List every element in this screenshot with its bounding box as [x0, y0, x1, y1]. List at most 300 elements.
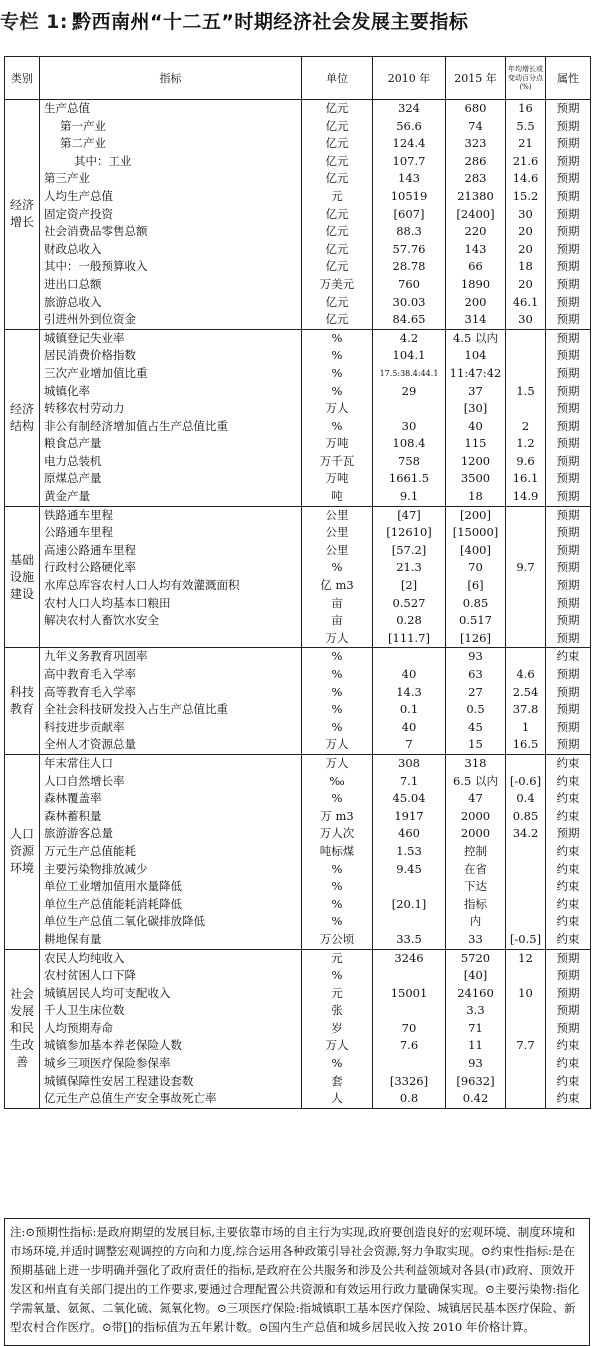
cell-value-2015: [126] [460, 630, 491, 645]
cell-value-2015: 115 [464, 436, 487, 451]
cell-value-2010: 15001 [390, 985, 428, 1000]
cell-growth [506, 577, 545, 595]
cell-growth [506, 1090, 545, 1108]
cell-growth: 16 [518, 101, 533, 115]
cell-value-2015: 2000 [460, 826, 491, 841]
cell-attribute: 预期 [556, 985, 580, 1000]
cell-growth: 9.7 [516, 560, 535, 575]
cell-attribute: 预期 [556, 525, 580, 540]
cell-indicator: 城镇居民人均可支配收入 [44, 985, 171, 1000]
cell-value-2015: 104 [464, 348, 487, 363]
cell-indicator: 高等教育毛入学率 [44, 684, 136, 699]
value-2015-stack [446, 950, 505, 1108]
column-indicator [40, 648, 302, 755]
cell-attribute: 约束 [556, 843, 580, 858]
cell-value-2010: 4.2 [399, 330, 419, 345]
section-category: 社会发展和民生改善 [5, 949, 40, 1108]
unit-stack [302, 100, 372, 329]
cell-growth [506, 878, 545, 896]
cell-growth [506, 861, 545, 879]
cell-value-2010: 9.45 [396, 861, 422, 876]
cell-attribute: 约束 [556, 755, 580, 770]
cell-attribute: 约束 [556, 931, 580, 946]
column-value-2010 [373, 506, 446, 648]
cell-indicator: 人均生产总值 [44, 188, 113, 203]
cell-unit: 亿元 [325, 206, 349, 221]
column-growth [506, 506, 546, 648]
cell-value-2015: [9632] [456, 1073, 495, 1088]
cell-value-2010: 3246 [394, 950, 424, 965]
cell-growth: 12 [518, 950, 533, 965]
cell-value-2010: 758 [398, 453, 420, 468]
cell-value-2010: 84.65 [392, 312, 426, 327]
cell-indicator: 主要污染物排放减少 [44, 861, 148, 876]
cell-attribute: 预期 [556, 136, 580, 151]
cell-value-2010: 28.78 [392, 259, 426, 274]
cell-indicator: 城镇化率 [44, 383, 90, 398]
cell-unit: 万吨 [325, 471, 349, 486]
cell-value-2010: [2] [400, 578, 418, 593]
cell-value-2015: [30] [463, 401, 488, 416]
cell-growth: 9.6 [516, 453, 535, 468]
header-attr: 属性 [546, 57, 591, 100]
column-unit [302, 506, 373, 648]
cell-growth: 46.1 [512, 294, 539, 309]
cell-attribute: 约束 [556, 1091, 580, 1106]
value-2010-stack [373, 330, 445, 506]
cell-attribute: 预期 [556, 630, 580, 645]
cell-value-2010: [47] [397, 507, 421, 522]
cell-value-2015: 70 [468, 560, 483, 575]
cell-attribute: 约束 [556, 914, 580, 929]
cell-growth [506, 365, 545, 383]
cell-value-2010: 57.76 [392, 241, 426, 256]
value-2015-stack [446, 100, 505, 329]
header-2015: 2015 年 [446, 57, 506, 100]
cell-attribute: 预期 [556, 401, 580, 416]
cell-attribute: 预期 [556, 312, 580, 327]
column-attribute [546, 648, 591, 755]
cell-growth: 21.6 [512, 153, 539, 168]
column-value-2010 [373, 949, 446, 1108]
column-value-2010 [373, 754, 446, 949]
cell-attribute: 预期 [556, 330, 580, 345]
cell-value-2015: 控制 [464, 843, 487, 858]
cell-value-2010: [57.2] [391, 542, 427, 557]
cell-indicator: 年末常住人口 [44, 755, 113, 770]
cell-unit: 套 [331, 1073, 343, 1088]
cell-attribute: 预期 [556, 1003, 580, 1018]
cell-growth: 18 [518, 259, 533, 274]
cell-unit: 亿元 [325, 312, 349, 327]
cell-attribute: 预期 [556, 507, 580, 522]
cell-indicator: 城镇登记失业率 [44, 330, 125, 345]
cell-value-2010: 107.7 [392, 153, 426, 168]
cell-attribute: 预期 [556, 613, 580, 628]
cell-growth: 0.85 [512, 808, 539, 823]
cell-value-2015: 在省 [464, 861, 487, 876]
cell-attribute: 预期 [556, 578, 580, 593]
column-attribute [546, 754, 591, 949]
cell-unit: 万人 [325, 1038, 349, 1053]
cell-attribute: 预期 [556, 542, 580, 557]
cell-indicator: 水库总库容农村人口人均有效灌溉面积 [44, 578, 240, 593]
cell-unit: 吨 [331, 489, 343, 504]
cell-value-2015: 2000 [460, 808, 491, 823]
column-attribute [546, 949, 591, 1108]
cell-indicator: 社会消费品零售总额 [44, 224, 148, 239]
growth-stack [506, 950, 545, 1108]
cell-value-2015: 40 [468, 418, 483, 433]
cell-attribute: 预期 [556, 101, 580, 115]
column-growth [506, 949, 546, 1108]
cell-attribute: 约束 [556, 1038, 580, 1053]
cell-growth: 16.1 [512, 471, 539, 486]
cell-indicator: 旅游总收入 [44, 294, 102, 309]
cell-value-2015: 45 [468, 719, 483, 734]
column-unit [302, 648, 373, 755]
cell-indicator: 万元生产总值能耗 [44, 843, 136, 858]
cell-growth: 0.4 [516, 791, 535, 806]
column-growth [506, 648, 546, 755]
cell-indicator: 粮食总产量 [44, 436, 102, 451]
cell-unit: % [331, 560, 343, 575]
cell-unit: 公里 [325, 542, 349, 557]
cell-value-2015: 15 [468, 737, 483, 752]
column-value-2010 [373, 100, 446, 330]
cell-value-2010: 124.4 [392, 136, 426, 151]
attribute-stack [546, 755, 590, 949]
section-row [5, 506, 591, 648]
cell-indicator: 第一产业 [60, 118, 106, 133]
cell-unit: 亩 [331, 613, 343, 628]
column-value-2010 [373, 648, 446, 755]
cell-attribute: 预期 [556, 188, 580, 203]
cell-growth [506, 648, 545, 666]
cell-value-2015: 143 [464, 241, 487, 256]
cell-value-2015: [400] [460, 542, 491, 557]
indicator-stack [40, 648, 301, 754]
cell-value-2010: [3326] [389, 1073, 429, 1088]
cell-indicator: 森林覆盖率 [44, 791, 102, 806]
growth-stack [506, 100, 545, 329]
column-indicator [40, 949, 302, 1108]
cell-value-2015: 指标 [464, 896, 487, 911]
section-category: 经济增长 [5, 100, 40, 330]
cell-unit: 万美元 [319, 276, 355, 291]
cell-indicator: 城乡三项医疗保险参保率 [44, 1056, 171, 1071]
cell-value-2010: 33.5 [396, 931, 422, 946]
cell-growth [506, 400, 545, 418]
cell-growth: 16.5 [512, 737, 539, 752]
table-body [5, 100, 591, 1109]
cell-attribute: 预期 [556, 719, 580, 734]
cell-growth [506, 630, 545, 648]
cell-growth [506, 330, 545, 348]
cell-value-2015: 314 [464, 312, 487, 327]
cell-value-2015: 18 [468, 489, 483, 504]
cell-attribute: 预期 [556, 206, 580, 221]
cell-unit: 亿元 [325, 153, 349, 168]
cell-indicator: 非公有制经济增加值占生产总值比重 [44, 418, 228, 433]
section-row [5, 949, 591, 1108]
growth-stack [506, 507, 545, 648]
title-text: 黔西南州“十二五”时期经济社会发展主要指标 [71, 11, 469, 33]
cell-value-2010: 760 [398, 276, 420, 291]
cell-value-2010: 7.1 [399, 773, 419, 788]
cell-value-2015: 318 [464, 755, 487, 770]
cell-indicator: 铁路通车里程 [44, 507, 113, 522]
cell-growth: [-0.5] [509, 931, 542, 946]
cell-indicator: 其中：工业 [74, 153, 132, 168]
cell-growth: 5.5 [516, 118, 535, 133]
cell-attribute: 预期 [556, 153, 580, 168]
cell-unit: % [331, 968, 343, 983]
cell-unit: 岁 [331, 1020, 343, 1035]
cell-indicator: 三次产业增加值比重 [44, 365, 148, 380]
cell-unit: 亿元 [325, 171, 349, 186]
cell-unit: 万公顷 [319, 931, 355, 946]
cell-value-2015: [15000] [452, 525, 499, 540]
cell-growth [506, 1073, 545, 1091]
cell-growth [506, 1002, 545, 1020]
cell-value-2015: 4.5 以内 [453, 330, 498, 345]
cell-attribute: 预期 [556, 241, 580, 256]
cell-indicator: 解决农村人畜饮水安全 [44, 613, 159, 628]
cell-growth: 30 [518, 312, 533, 327]
cell-attribute: 约束 [556, 1073, 580, 1088]
cell-indicator: 原煤总产量 [44, 471, 102, 486]
cell-growth: 21 [518, 136, 533, 151]
cell-value-2010: 460 [398, 826, 420, 841]
cell-unit: 亿元 [325, 118, 349, 133]
cell-value-2015: 3500 [460, 471, 491, 486]
column-value-2010 [373, 329, 446, 506]
cell-unit: 亿元 [325, 101, 349, 115]
cell-growth: 14.6 [512, 171, 539, 186]
cell-growth: 1 [521, 719, 530, 734]
cell-indicator: 人均预期寿命 [44, 1020, 113, 1035]
cell-indicator: 亿元生产总值生产安全事故死亡率 [44, 1091, 217, 1106]
cell-value-2015: 33 [468, 931, 483, 946]
cell-value-2010 [373, 648, 445, 666]
cell-unit: 万人 [325, 630, 349, 645]
cell-value-2010: 21.3 [396, 560, 422, 575]
cell-value-2010: 9.1 [399, 489, 419, 504]
cell-unit: % [331, 348, 343, 363]
cell-attribute: 预期 [556, 702, 580, 717]
cell-value-2010: [111.7] [388, 630, 430, 645]
cell-value-2010: 70 [401, 1020, 417, 1035]
cell-attribute: 约束 [556, 1056, 580, 1071]
cell-value-2010: 143 [398, 171, 420, 186]
growth-stack [506, 648, 545, 754]
value-2015-stack [446, 330, 505, 506]
cell-indicator: 全社会科技研发投入占生产总值比重 [44, 702, 228, 717]
cell-unit: 元 [331, 985, 343, 1000]
cell-growth [506, 896, 545, 914]
cell-value-2015: 1200 [460, 453, 491, 468]
section-category: 经济结构 [5, 329, 40, 506]
cell-value-2010: 56.6 [396, 118, 422, 133]
cell-unit: % [331, 702, 343, 717]
cell-unit: 万人 [325, 737, 349, 752]
section-row [5, 329, 591, 506]
indicator-stack [40, 330, 301, 506]
cell-growth: 37.8 [512, 702, 539, 717]
value-2010-stack [373, 648, 445, 754]
column-indicator [40, 506, 302, 648]
cell-indicator: 科技进步贡献率 [44, 719, 125, 734]
cell-growth: [-0.6] [509, 773, 542, 788]
indicator-stack [40, 755, 301, 949]
cell-attribute: 预期 [556, 826, 580, 841]
cell-indicator: 城镇保障性安居工程建设套数 [44, 1073, 194, 1088]
cell-attribute: 预期 [556, 348, 580, 363]
cell-value-2010: 104.1 [392, 348, 426, 363]
page-title [0, 0, 592, 44]
cell-value-2010: 14.3 [396, 684, 422, 699]
cell-unit: 亿元 [325, 294, 349, 309]
cell-value-2010: 17.5:38.4:44.1 [379, 368, 439, 378]
cell-attribute: 预期 [556, 968, 580, 983]
column-value-2015 [446, 648, 506, 755]
cell-growth [506, 913, 545, 931]
cell-growth: 30 [518, 206, 533, 221]
value-2010-stack [373, 507, 445, 648]
cell-value-2010: 1661.5 [388, 471, 430, 486]
cell-value-2015: 47 [468, 791, 483, 806]
cell-value-2015: 0.85 [462, 595, 489, 610]
column-value-2015 [446, 949, 506, 1108]
indicator-stack [40, 100, 301, 329]
cell-attribute: 预期 [556, 224, 580, 239]
cell-value-2010: [607] [393, 206, 425, 221]
header-category: 类别 [5, 57, 40, 100]
cell-value-2015: 27 [468, 684, 483, 699]
cell-indicator: 单位工业增加值用水量降低 [44, 879, 182, 894]
cell-indicator: 千人卫生床位数 [44, 1003, 125, 1018]
cell-indicator: 旅游游客总量 [44, 826, 113, 841]
cell-indicator: 人口自然增长率 [44, 773, 125, 788]
cell-value-2015: 37 [468, 383, 483, 398]
header-row [5, 57, 591, 100]
attribute-stack [546, 330, 590, 506]
value-2010-stack [373, 950, 445, 1108]
cell-value-2015: 63 [468, 667, 483, 681]
value-2015-stack [446, 507, 505, 648]
cell-value-2015: 286 [464, 153, 487, 168]
cell-value-2015: [6] [467, 578, 484, 593]
cell-value-2015: [200] [460, 507, 491, 522]
cell-indicator: 其中：一般预算收入 [44, 259, 148, 274]
column-indicator [40, 754, 302, 949]
cell-unit: % [331, 383, 343, 398]
cell-attribute: 预期 [556, 276, 580, 291]
cell-value-2010 [373, 1002, 445, 1020]
cell-value-2010: 7 [405, 737, 413, 752]
cell-attribute: 预期 [556, 471, 580, 486]
cell-value-2010: 1.53 [396, 843, 422, 858]
cell-unit: 万人 [325, 755, 349, 770]
header-unit: 单位 [302, 57, 373, 100]
cell-value-2015: 323 [464, 136, 487, 151]
cell-value-2010: 45.04 [392, 791, 426, 806]
attribute-stack [546, 100, 590, 329]
cell-indicator: 进出口总额 [44, 276, 102, 291]
title-prefix: 专栏 1: [0, 11, 68, 33]
cell-indicator: 生产总值 [44, 101, 90, 115]
cell-indicator: 高中教育毛入学率 [44, 667, 136, 681]
cell-unit: % [331, 914, 343, 929]
cell-indicator: 森林蓄积量 [44, 808, 102, 823]
cell-attribute: 预期 [556, 171, 580, 186]
cell-indicator [40, 630, 301, 648]
cell-attribute: 预期 [556, 436, 580, 451]
cell-value-2015: 11 [468, 1038, 483, 1053]
cell-attribute: 预期 [556, 383, 580, 398]
cell-value-2010: 30 [401, 418, 417, 433]
column-growth [506, 754, 546, 949]
cell-indicator: 公路通车里程 [44, 525, 113, 540]
column-unit [302, 949, 373, 1108]
cell-value-2015: [2400] [456, 206, 495, 221]
cell-value-2015: 93 [468, 649, 483, 664]
attribute-stack [546, 507, 590, 648]
column-value-2015 [446, 506, 506, 648]
value-2010-stack [373, 755, 445, 949]
cell-growth: 20 [518, 276, 533, 291]
cell-value-2015: [40] [463, 968, 488, 983]
cell-indicator: 引进州外到位资金 [44, 312, 136, 327]
cell-unit: 万千瓦 [319, 453, 355, 468]
cell-unit: 人 [331, 1091, 343, 1106]
cell-value-2010: 10519 [390, 188, 428, 203]
cell-unit: 公里 [325, 507, 349, 522]
cell-indicator: 全州人才资源总量 [44, 737, 136, 752]
cell-value-2010 [373, 913, 445, 931]
cell-indicator: 农村人口人均基本口粮田 [44, 595, 171, 610]
cell-indicator: 耕地保有量 [44, 931, 102, 946]
value-2010-stack [373, 100, 445, 329]
cell-indicator: 城镇参加基本养老保险人数 [44, 1038, 182, 1053]
cell-unit: 亿元 [325, 241, 349, 256]
cell-value-2010: 0.28 [396, 613, 422, 628]
cell-value-2010: 88.3 [396, 224, 422, 239]
cell-value-2015: 内 [469, 914, 482, 929]
value-2015-stack [446, 755, 505, 949]
column-unit [302, 329, 373, 506]
section-row [5, 648, 591, 755]
cell-attribute: 预期 [556, 737, 580, 752]
cell-growth: 20 [518, 241, 533, 256]
cell-value-2010: 308 [398, 755, 420, 770]
cell-value-2015: 6.5 以内 [453, 773, 498, 788]
cell-unit: % [331, 719, 343, 734]
cell-unit: % [331, 365, 343, 380]
header-2010: 2010 年 [373, 57, 446, 100]
section-category: 基础设施建设 [5, 506, 40, 648]
column-growth [506, 329, 546, 506]
cell-growth [506, 595, 545, 613]
cell-indicator: 农村贫困人口下降 [44, 968, 136, 983]
cell-unit: 张 [331, 1003, 343, 1018]
cell-value-2015: 11:47:42 [449, 365, 502, 380]
cell-attribute: 约束 [556, 879, 580, 894]
cell-value-2015: 0.517 [459, 613, 492, 628]
cell-indicator: 单位生产总值二氧化碳排放降低 [44, 914, 205, 929]
cell-attribute: 约束 [556, 896, 580, 911]
